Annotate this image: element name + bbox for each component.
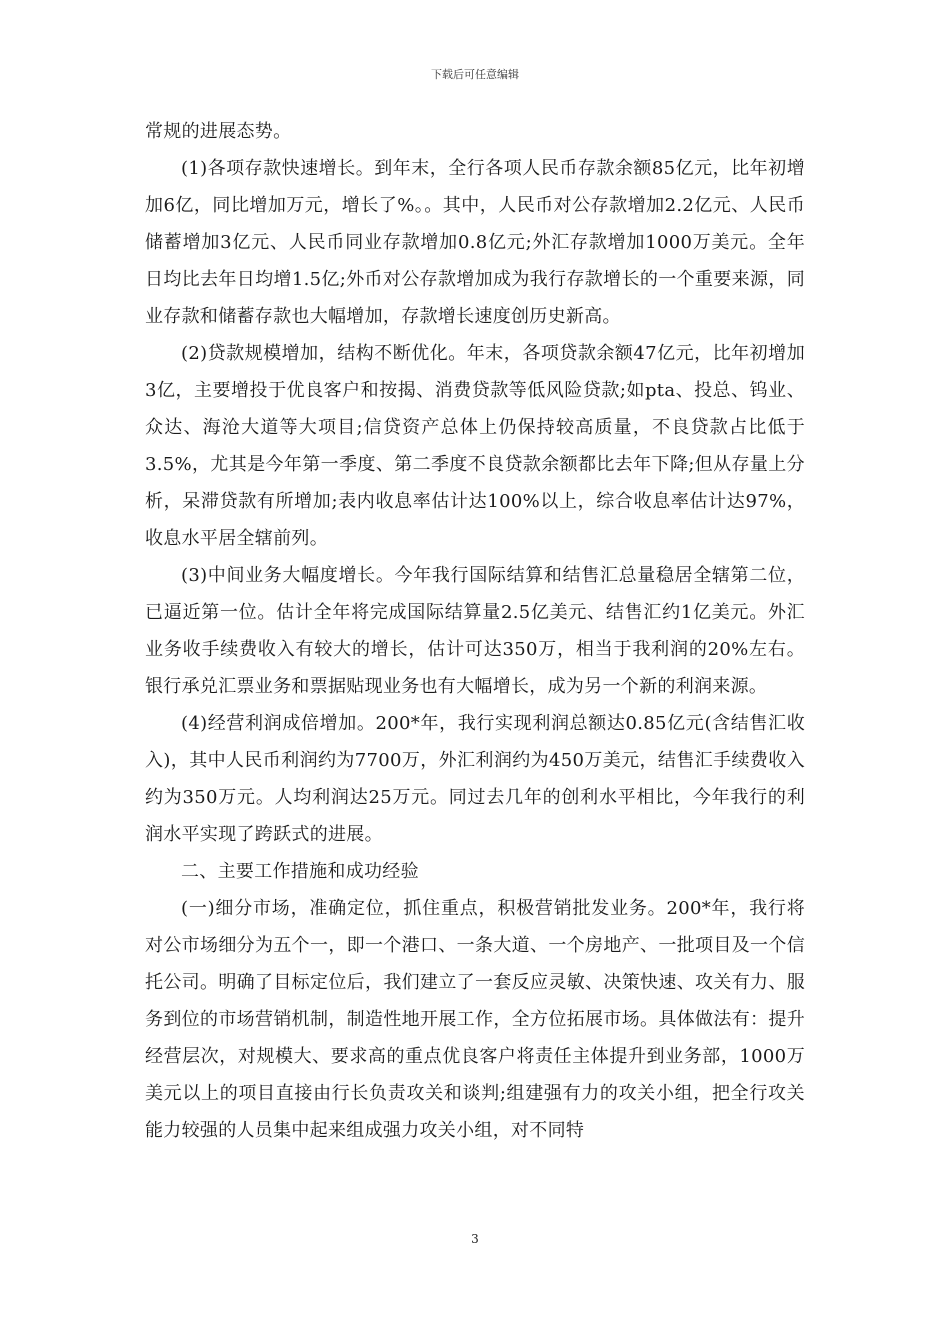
page-header: 下载后可任意编辑: [431, 68, 519, 81]
paragraph-intermediary-business: (3)中间业务大幅度增长。今年我行国际结算和结售汇总量稳居全辖第二位，已逼近第一位。估计全年将完成国际结算量2.5亿美元、结售汇约1亿美元。外汇业务收手续费收入有较大的增长，估计可达350万，相当于我利润的20%左右。银行承兑汇票业务和票据贴现业务也有大幅增长，成为另一个新的利润来源。: [145, 565, 805, 697]
page-number: 3: [471, 1232, 479, 1246]
section-heading: 二、主要工作措施和成功经验: [181, 861, 419, 882]
document-body: [145, 113, 805, 1149]
paragraph-deposits: (1)各项存款快速增长。到年末，全行各项人民币存款余额85亿元，比年初增加6亿，同比增加万元，增长了%。。其中，人民币对公存款增加2.2亿元、人民币储蓄增加3亿元、人民币同业存款增加0.8亿元;外汇存款增加1000万美元。全年日均比去年日均增1.5亿;外币对公存款增加成为我行存款增长的一个重要来源，同业存款和储蓄存款也大幅增加，存款增长速度创历史新高。: [145, 158, 805, 327]
paragraph-market-segmentation: (一)细分市场，准确定位，抓住重点，积极营销批发业务。200*年，我行将对公市场细分为五个一，即一个港口、一条大道、一个房地产、一批项目及一个信托公司。明确了目标定位后，我们建立了一套反应灵敏、决策快速、攻关有力、服务到位的市场营销机制，制造性地开展工作，全方位拓展市场。具体做法有：提升经营层次，对规模大、要求高的重点优良客户将责任主体提升到业务部，1000万美元以上的项目直接由行长负责攻关和谈判;组建强有力的攻关小组，把全行攻关能力较强的人员集中起来组成强力攻关小组，对不同特: [145, 898, 805, 1141]
paragraph-continuation: 常规的进展态势。: [145, 121, 292, 142]
paragraph-profit: (4)经营利润成倍增加。200*年，我行实现利润总额达0.85亿元(含结售汇收入)，其中人民币利润约为7700万，外汇利润约为450万美元，结售汇手续费收入约为350万元。人均利润达25万元。同过去几年的创利水平相比，今年我行的利润水平实现了跨跃式的进展。: [145, 713, 805, 845]
paragraph-loans: (2)贷款规模增加，结构不断优化。年末，各项贷款余额47亿元，比年初增加3亿，主要增投于优良客户和按揭、消费贷款等低风险贷款;如pta、投总、钨业、众达、海沧大道等大项目;信贷资产总体上仍保持较高质量，不良贷款占比低于3.5%，尤其是今年第一季度、第二季度不良贷款余额都比去年下降;但从存量上分析，呆滞贷款有所增加;表内收息率估计达100%以上，综合收息率估计达97%，收息水平居全辖前列。: [145, 343, 805, 549]
